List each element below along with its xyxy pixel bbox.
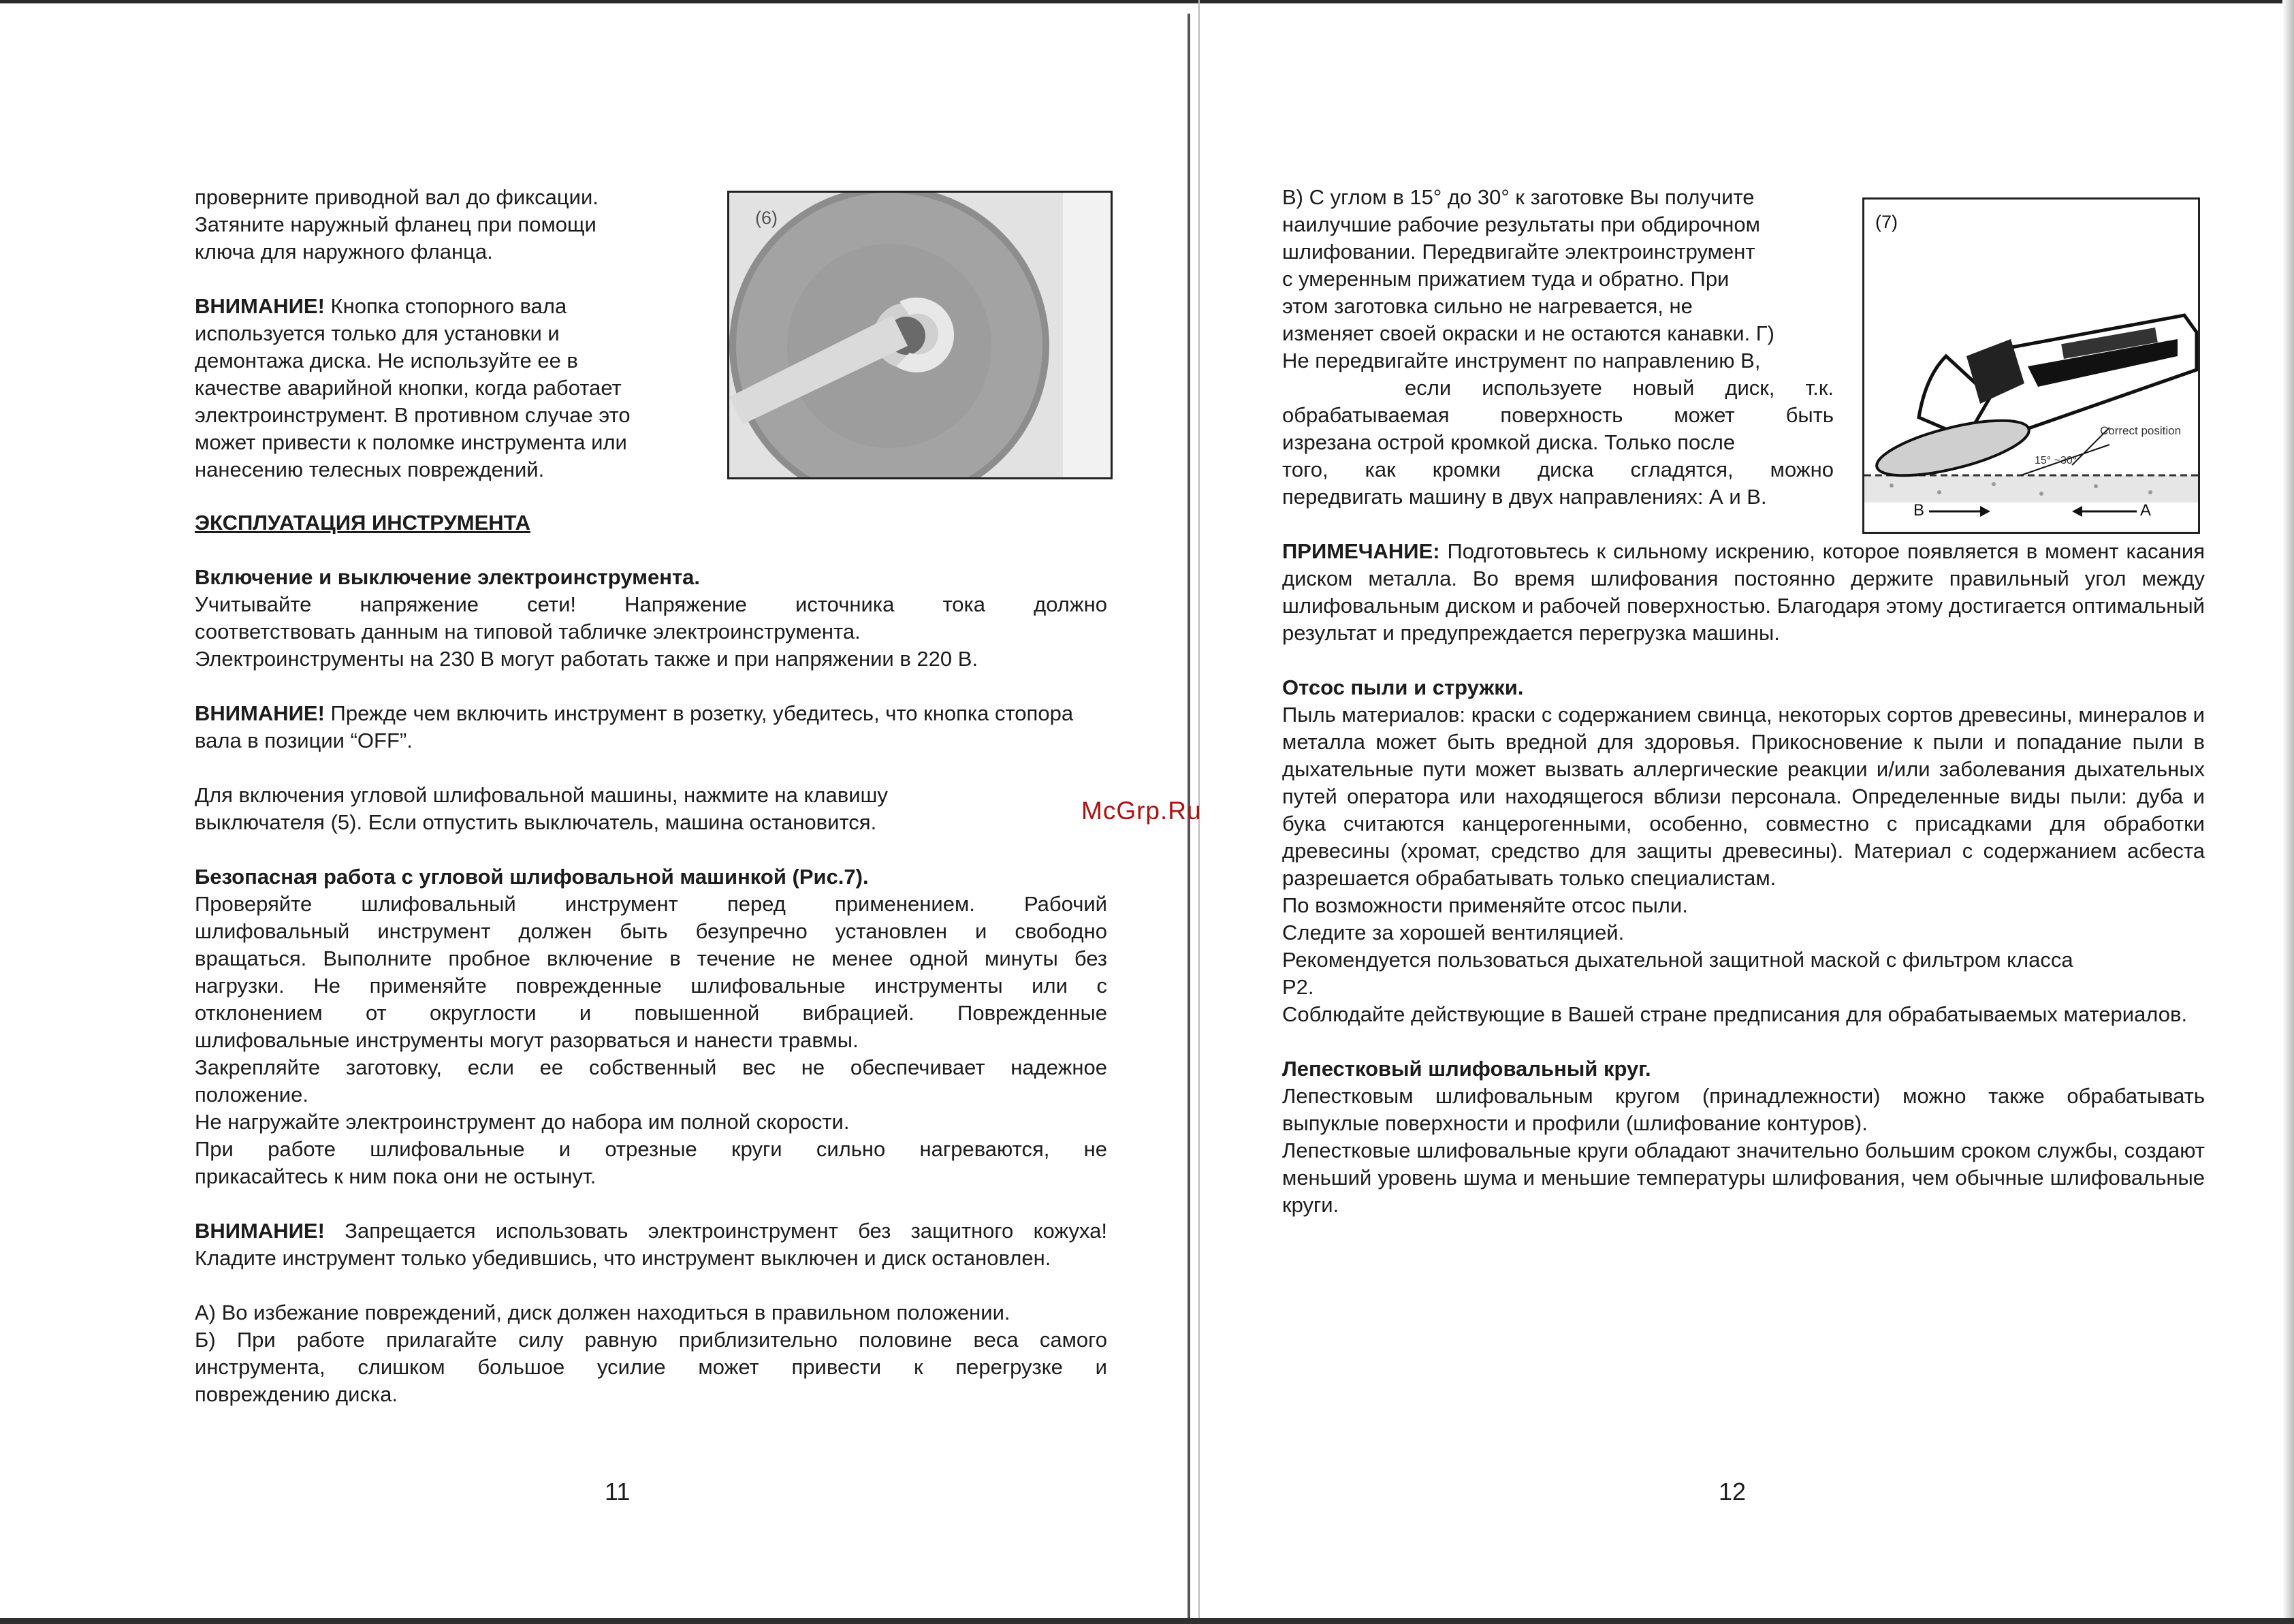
figure-6-label: (6) [755,208,778,228]
angle-line: того, как кромки диска сгладятся, можно [1282,458,1834,481]
warning-paragraph [195,700,1094,754]
angle-line: если используете новый диск, т.к. [1282,376,1834,400]
intro-line: ключа для наружного фланца. [195,240,493,264]
intro-line: Затяните наружный фланец при помощи [195,212,596,236]
safe-line: шлифовальные инструменты могут разорваться и нанести травмы. [195,1028,859,1052]
warning-paragraph [195,1217,1107,1272]
switch-line: Электроинструменты на 230 В могут работать также и при напряжении в 220 В. [195,647,978,671]
section-title: ЭКСПЛУАТАЦИЯ ИНСТРУМЕНТА [195,511,531,535]
angle-line: наилучшие рабочие результаты при обдирочном [1282,212,1760,236]
figure-7-label: (7) [1875,212,1898,232]
dust-heading: Отсос пыли и стружки. [1282,675,1524,699]
scan-right-edge [2282,0,2294,1624]
angle-line: этом заготовка сильно не нагревается, не [1282,294,1693,318]
ab-line: инструмента, слишком большое усилие может привести к перегрузке и [195,1355,1107,1379]
warning-label: ВНИМАНИЕ! [195,1219,325,1243]
angle-line: с умеренным прижатием туда и обратно. При [1282,267,1730,291]
warning-text: Прежде чем включить инструмент в розетку, убедитесь, что кнопка стопора вала в позиции “OFF”. [195,701,1074,752]
switch-on-line: Для включения угловой шлифовальной машины, нажмите на клавишу [195,783,888,807]
left-main [195,509,1107,1408]
safe-line: При работе шлифовальные и отрезные круги сильно нагреваются, не [195,1137,1107,1161]
figure-7-diagram [1862,197,2200,534]
safe-line: нагрузки. Не применяйте поврежденные шлифовальные инструменты или с [195,974,1107,998]
warning-line: используется только для установки и [195,321,560,345]
angle-line: шлифовании. Передвигайте электроинструмент [1282,240,1755,264]
note-text: Подготовьтесь к сильному искрению, которое появляется в момент касания диском металла. Во время шлифования постоянно держите правильный угол между шлифовальным диском и рабочей поверхностью. Благодаря этому достигается оптимальный результат и предупреждается перегрузка машины. [1282,539,2205,645]
safe-line: положение. [195,1083,308,1106]
angle-label: 15° ~30° [2035,455,2077,466]
warning-line: электроинструмент. В противном случае это [195,403,631,427]
flap-paragraph: Лепестковым шлифовальным кругом (принадлежности) можно также обрабатывать выпуклые поверхности и профили (шлифование контуров). [1282,1084,2205,1135]
note-paragraph [1282,538,2205,647]
page-number-left: 11 [605,1478,631,1506]
warning-label: ВНИМАНИЕ! [195,701,325,725]
arrow-b-label: B [1913,501,1925,520]
warning-line: качестве аварийной кнопки, когда работает [195,376,622,400]
dust-last: Соблюдайте действующие в Вашей стране предписания для обрабатываемых материалов. [1282,1002,2188,1026]
correct-position-label: Correct position [2100,424,2182,437]
warning-label: ВНИМАНИЕ! [195,294,325,318]
scan-bottom-edge [0,1618,2294,1624]
note-label: ПРИМЕЧАНИЕ: [1282,539,1440,563]
scan-top-edge [0,0,2294,3]
angle-line: изменяет своей окраски и не остаются канавки. Г) [1282,321,1774,345]
warning-paragraph [195,293,704,320]
grinder-disc-illustration [729,193,1111,477]
angle-line: Не передвигайте инструмент по направлению В, [1282,349,1761,372]
switch-on-line: выключателя (5). Если отпустить выключатель, машина остановится. [195,810,877,834]
safe-line: вращаться. Выполните пробное включение в течение не менее одной минуты без [195,946,1107,970]
ab-line: А) Во избежание повреждений, диск должен находиться в правильном положении. [195,1301,1010,1324]
warning-line: демонтажа диска. Не используйте ее в [195,349,578,372]
safe-line: Закрепляйте заготовку, если ее собственный вес не обеспечивает надежное [195,1055,1107,1079]
flap-heading: Лепестковый шлифовальный круг. [1282,1057,1651,1081]
ab-line: Б) При работе прилагайте силу равную приблизительно половине веса самого [195,1328,1107,1352]
warning-line: нанесению телесных повреждений. [195,458,545,481]
right-main [1282,538,2205,1219]
flap-paragraph: Лепестковые шлифовальные круги обладают значительно большим сроком службы, создают меньший уровень шума и меньшие температуры шлифования, чем обычные шлифовальные круги. [1282,1139,2205,1217]
switch-line: соответствовать данным на типовой табличке электроинструмента. [195,620,861,643]
left-intro [195,184,704,483]
intro-line: проверните приводной вал до фиксации. [195,185,599,209]
watermark: McGrp.Ru [1081,797,1202,825]
safe-line: Не нагружайте электроинструмент до набора им полной скорости. [195,1110,850,1134]
angle-line: В) С углом в 15° до 30° к заготовке Вы получите [1282,185,1755,209]
switch-line: Учитывайте напряжение сети! Напряжение источника тока должно [195,592,1107,616]
dust-line: По возможности применяйте отсос пыли. [1282,893,1688,917]
angle-line: обрабатываемая поверхность может быть [1282,403,1834,427]
dust-line: Следите за хорошей вентиляцией. [1282,921,1625,944]
right-intro [1282,184,1834,511]
angle-line: изрезана острой кромкой диска. Только после [1282,430,1736,454]
warning-text: Кнопка стопорного вала [324,294,567,318]
safe-work-heading: Безопасная работа с угловой шлифовальной машинкой (Рис.7). [195,865,869,889]
figure-6-photo [727,191,1113,479]
grinder-angle-illustration [1864,200,2198,532]
safe-line: прикасайтесь к ним пока они не остынут. [195,1164,596,1188]
switch-heading: Включение и выключение электроинструмента. [195,565,701,589]
ab-line: повреждению диска. [195,1382,398,1406]
dust-paragraph: Пыль материалов: краски с содержанием свинца, некоторых сортов древесины, минералов и металла может быть вредной для здоровья. Прикосновение к пыли и попадание пыли в дыхательные пути может вызвать аллергические реакции и/или заболевания дыхательных путей оператора или находящегося вблизи персонала. Определенные виды пыли: дуба и бука считаются канцерогенными, особенно, совместно с присадками для обработки древесины (хромат, средство для защиты древесины). Материал с содержанием асбеста разрешается обрабатывать только специалистам. [1282,703,2205,890]
warning-text: Запрещается использовать электроинструмент без защитного кожуха! Кладите инструмент только убедившись, что инструмент выключен и диск остановлен. [195,1219,1107,1270]
safe-line: шлифовальный инструмент должен быть безупречно установлен и свободно [195,919,1107,943]
safe-line: отклонением от округлости и повышенной вибрацией. Поврежденные [195,1001,1107,1025]
dust-line: Р2. [1282,975,1314,999]
safe-line: Проверяйте шлифовальный инструмент перед применением. Рабочий [195,892,1107,916]
dust-line: Рекомендуется пользоваться дыхательной защитной маской с фильтром класса [1282,948,2073,972]
page-number-right: 12 [1719,1478,1747,1506]
warning-line: может привести к поломке инструмента или [195,430,627,454]
arrow-a-label: A [2140,501,2152,520]
angle-line: передвигать машину в двух направлениях: А и В. [1282,485,1767,509]
